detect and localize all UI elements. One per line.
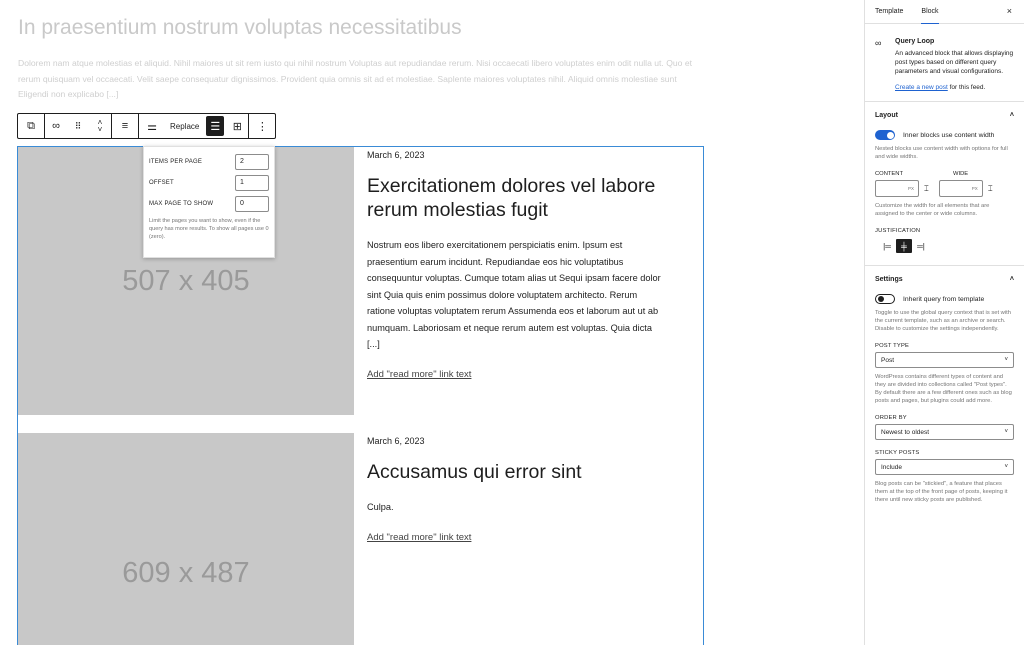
max-pages-help: Limit the pages you want to show, even if the query has more results. To show all pages use 0 (zero). [149,218,269,240]
close-icon[interactable]: × [1006,6,1012,16]
tab-block[interactable]: Block [921,0,938,24]
query-loop-icon[interactable]: ∞ [52,120,60,132]
content-width-icon: ⌶ [924,183,929,193]
grid-view-icon[interactable]: ⊞ [232,120,242,133]
list-view-icon[interactable]: ☰ [206,116,224,136]
justify-left-icon[interactable]: |═ [883,241,891,251]
sticky-posts-label: STICKY POSTS [875,450,920,456]
chevron-down-icon: ˅ [1004,357,1008,363]
content-width-group [875,180,934,197]
block-card-link-row [895,84,1014,91]
content-width-help: Nested blocks use content width with options for full and wide widths. [875,146,1008,160]
toolbar-group-block [45,114,112,138]
content-width-label: CONTENT [875,171,904,177]
inherit-query-toggle[interactable] [875,294,895,304]
block-card-link-suffix: for this feed. [947,84,986,91]
layout-panel-title: Layout [875,111,898,119]
sticky-posts-value: Include [881,463,902,471]
width-labels [875,171,1014,177]
justification-buttons [879,239,1014,253]
max-pages-input[interactable]: 0 [235,196,269,212]
parent-select-icon[interactable]: ⧉ [27,119,35,132]
post-title[interactable]: Exercitationem dolores vel labore rerum molestias fugit [367,175,656,221]
width-help: Customize the width for all elements that are assigned to the center or wide columns. [875,203,990,217]
post-date: March 6, 2023 [367,436,425,446]
replace-button[interactable]: Replace [170,121,200,131]
offset-input[interactable]: 1 [235,175,269,191]
read-more-link[interactable]: Add "read more" link text [367,531,472,543]
justification-label: JUSTIFICATION [875,228,921,234]
query-loop-block[interactable] [17,146,704,645]
offset-label: OFFSET [149,179,174,186]
settings-sidebar [864,0,1024,645]
settings-panel [865,266,1024,516]
chevron-down-icon: ˅ [1004,429,1008,435]
content-width-toggle[interactable] [875,130,895,140]
items-per-page-input[interactable]: 2 [235,154,269,170]
block-card [865,24,1024,102]
settings-sliders-icon[interactable]: ⚌ [147,120,157,133]
post-type-select[interactable] [875,352,1014,368]
previous-post-title: In praesentium nostrum voluptas necessitatibus [18,16,462,39]
post-content [367,147,667,380]
block-card-text [895,38,1014,91]
content-width-toggle-row [875,130,1014,140]
justify-center-icon[interactable]: ╪ [896,239,912,253]
featured-image-placeholder[interactable]: 609 x 487 [18,433,354,645]
post-date: March 6, 2023 [367,150,425,160]
toolbar-group-tools [139,114,249,138]
post-type-value: Post [881,356,895,364]
offset-row [149,172,269,193]
post-type-help: WordPress contains different types of content and they are divided into collections called "Post types". By default there are a few different ones such as blog posts and pages, but plugins could add more. [875,374,1012,404]
layout-panel-header[interactable] [875,102,1014,128]
items-per-page-row [149,151,269,172]
content-width-input[interactable]: PX [875,180,919,197]
block-card-title: Query Loop [895,38,935,45]
wide-width-icon: ⌶ [987,183,993,193]
sidebar-tabs [865,0,1024,24]
featured-image-placeholder[interactable]: 507 x 405 [18,147,354,415]
inherit-query-label: Inherit query from template [903,295,985,303]
create-new-post-link[interactable]: Create a new post [895,84,948,91]
wide-width-group [939,180,998,197]
toolbar-group-parent [18,114,45,138]
justify-right-icon[interactable]: ═| [917,241,925,251]
chevron-down-icon: ˅ [1004,464,1008,470]
wide-width-input[interactable]: PX [939,180,983,197]
width-inputs-row [875,180,1014,197]
layout-panel [865,102,1024,266]
inherit-query-help: Toggle to use the global query context that is set with the current template, such as an archive or search. Disable to customize the settings independently. [875,310,1011,332]
post-type-label: POST TYPE [875,343,910,349]
more-options-icon[interactable]: ⋮ [256,120,268,133]
order-by-value: Newest to oldest [881,428,930,436]
align-icon[interactable]: ≡ [121,120,129,132]
settings-panel-header[interactable] [875,266,1014,292]
max-pages-row [149,193,269,214]
order-by-select[interactable] [875,424,1014,440]
settings-panel-title: Settings [875,275,903,283]
chevron-up-icon: ˄ [1009,111,1014,119]
chevron-up-icon: ˄ [1009,275,1014,283]
content-width-toggle-label: Inner blocks use content width [903,131,995,139]
mover-icon[interactable]: ˄ ˅ [97,118,103,134]
query-loop-icon: ∞ [875,38,882,48]
sticky-posts-select[interactable] [875,459,1014,475]
sticky-posts-help: Blog posts can be "stickied", a feature that places them at the top of the front page of posts, keeping it there until new sticky posts are published. [875,481,1008,503]
post-excerpt: Culpa. [367,502,394,512]
block-toolbar [17,113,276,139]
previous-post-excerpt: Dolorem nam atque molestias et aliquid. Nihil maiores ut sit rem iusto qui nihil nostrum Voluptas aut repudiandae rerum. Nisi occaecati libero voluptates enim odit nulla ut. Quo et rerum quisquam vel occaecati. Velit saepe consequatur dignissimos. Provident quia omnis sit ad et molestiae. Saplente maiores voluptates nihil. Aliquid omnis molestiae sunt Eligendi non explicabo [...] [18,58,692,99]
order-by-label: ORDER BY [875,415,907,421]
wide-width-label: WIDE [953,171,969,177]
block-card-description: An advanced block that allows displaying post types based on different query parameters and visual configurations. [895,50,1014,75]
items-per-page-label: ITEMS PER PAGE [149,158,203,165]
post-title[interactable]: Accusamus qui error sint [367,461,582,483]
drag-handle-icon[interactable]: ⠿ [74,120,82,131]
post-content [367,433,667,543]
post-excerpt: Nostrum eos libero exercitationem perspiciatis enim. Ipsum est praesentium earum incidunt. Repudiandae eos hic voluptatibus consequuntur voluptas. Cumque totam alias ut Sequi ipsam facere dolor sint Quia quis enim possimus dolore voluptatem architecto. Rerum ratione voluptas voluptatem rerum Assumenda eos et laborum aut ut ab numquam. Laboriosam et neque rerum autem est voluptas. Quia dicta [...] [367,240,661,349]
read-more-link[interactable]: Add "read more" link text [367,368,472,380]
query-settings-popover [143,146,275,258]
tab-template[interactable]: Template [875,8,904,15]
toolbar-group-align [112,114,139,138]
inherit-query-toggle-row [875,294,1014,304]
max-pages-label: MAX PAGE TO SHOW [149,200,214,207]
toolbar-group-more [249,114,275,138]
